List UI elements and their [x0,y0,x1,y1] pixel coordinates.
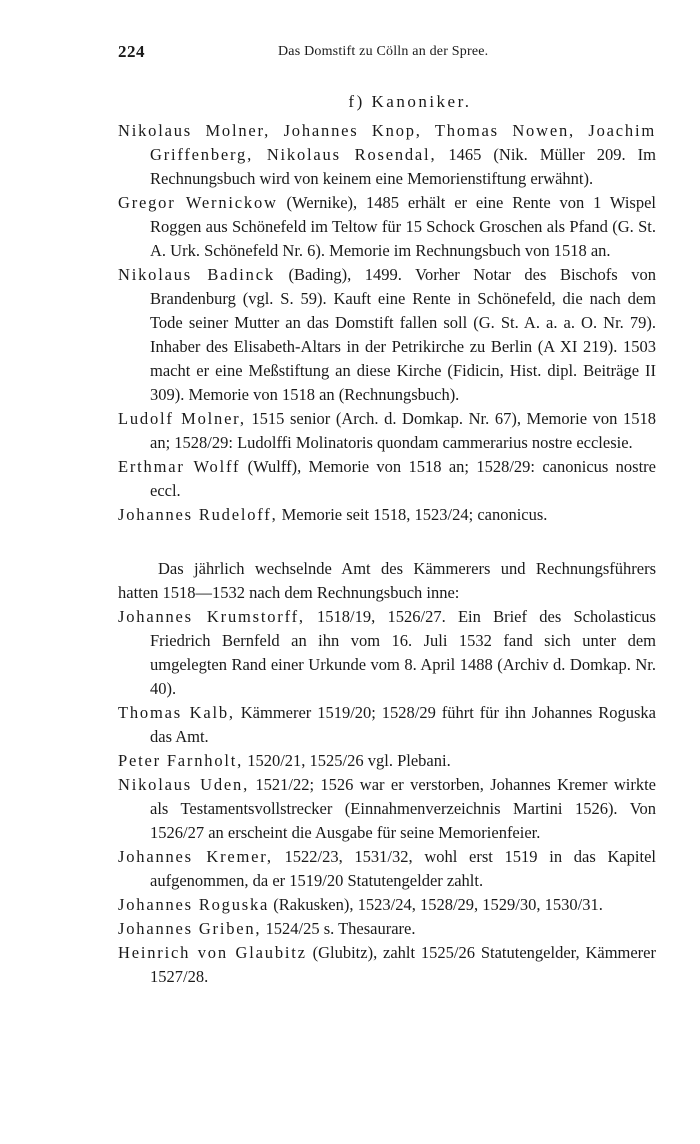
entry-text: 1521/22; 1526 war er verstorben, Johannes Kremer wirkte als Testamentsvollstrecker (Einnahmenverzeichnis Martini 1526). Von 1526/27 an erscheint die Ausgabe für seine Memorienfeier. [150,775,656,842]
entry-text: (Wulff), Memorie von 1518 an; 1528/29: canonicus nostre eccl. [150,457,656,500]
entry-text: 1515 senior (Arch. d. Domkap. Nr. 67), Memorie von 1518 an; 1528/29: Ludolffi Molinatoris quondam cammerarius nostre ecclesie. [150,409,656,452]
entry-name: Heinrich von Glaubitz [118,943,307,962]
entry-glaubitz [118,941,656,989]
entry-erthmar-wolff [118,455,656,503]
entry-text: 1518/19, 1526/27. Ein Brief des Scholasticus Friedrich Bernfeld an ihn vom 16. Juli 1532 fand sich unter dem umgelegten Rand einer Urkunde vom 8. April 1488 (Archiv d. Domkap. Nr. 40). [150,607,656,698]
entry-name: Thomas Kalb, [118,703,235,722]
entry-text: 1520/21, 1525/26 vgl. Plebani. [243,751,451,770]
entry-name: Peter Farnholt, [118,751,244,770]
entry-roguska [118,893,656,917]
entry-name: Ludolf Molner, [118,409,246,428]
entry-text: (Glubitz), zahlt 1525/26 Statutengelder, Kämmerer 1527/28. [150,943,656,986]
entry-text: 1465 (Nik. Müller 209. Im Rechnungsbuch wird von keinem eine Memorienstiftung erwähnt). [150,145,656,188]
entry-badinck [118,263,656,407]
entry-name: Johannes Krumstorff, [118,607,305,626]
entry-name: Erthmar Wolff [118,457,241,476]
entry-text: 1522/23, 1531/32, wohl erst 1519 in das Kapitel aufgenommen, da er 1519/20 Statutengelder zahlt. [150,847,657,890]
entry-name: Johannes Kremer, [118,847,273,866]
entry-name: Johannes Griben, [118,919,262,938]
running-head: Das Domstift zu Cölln an der Spree. [278,44,489,59]
entry-name: Johannes Roguska [118,895,270,914]
entry-text: Kämmerer 1519/20; 1528/29 führt für ihn Johannes Roguska das Amt. [150,703,656,746]
entry-name: Nikolaus Uden, [118,775,250,794]
body-text [118,119,656,989]
page-number: 224 [118,42,145,61]
entry-name: Gregor Wernickow [118,193,278,212]
entry-griben [118,917,656,941]
entry-text: (Rakusken), 1523/24, 1528/29, 1529/30, 1530/31. [269,895,603,914]
entry-ludolf-molner [118,407,656,455]
entry-krumstorff [118,605,656,701]
entry-name: Nikolaus Molner, Johannes Knop, Thomas Nowen, Joachim Griffenberg, Nikolaus Rosendal, [118,121,656,164]
entry-text: Memorie seit 1518, 1523/24; canonicus. [277,505,548,524]
entry-rudeloff [118,503,656,527]
intro-paragraph: Das jährlich wechselnde Amt des Kämmerers und Rechnungsführers hatten 1518—1532 nach dem Rechnungsbuch inne: [118,559,656,602]
section-title: f) Kanoniker. [348,92,472,111]
entry-canons-group [118,119,656,191]
entry-text: 1524/25 s. Thesaurare. [261,919,416,938]
entry-text: (Bading), 1499. Vorher Notar des Bischofs von Brandenburg (vgl. S. 59). Kauft eine Rente in Schönefeld, die nach dem Tode seiner Mutter an das Domstift fallen soll (G. St. A. a. a. O. Nr. 79). Inhaber des Elisabeth-Altars in der Petrikirche zu Berlin (A XI 219). 1503 macht er eine Meßstiftung an diese Kirche (Fidicin, Hist. dipl. Beiträge II 309). Memorie von 1518 an (Rechnungsbuch). [150,265,656,404]
entry-wernickow [118,191,656,263]
entry-uden [118,773,656,845]
entry-farnholt [118,749,656,773]
entry-kremer [118,845,656,893]
entry-text: (Wernike), 1485 erhält er eine Rente von 1 Wispel Roggen aus Schönefeld im Teltow für 15 Schock Groschen als Pfand (G. St. A. Urk. Schönefeld Nr. 6). Memorie im Rechnungsbuch von 1518 an. [150,193,657,260]
entry-name: Nikolaus Badinck [118,265,275,284]
entry-name: Johannes Rudeloff, [118,505,278,524]
page-header [118,42,658,64]
entry-kalb [118,701,656,749]
